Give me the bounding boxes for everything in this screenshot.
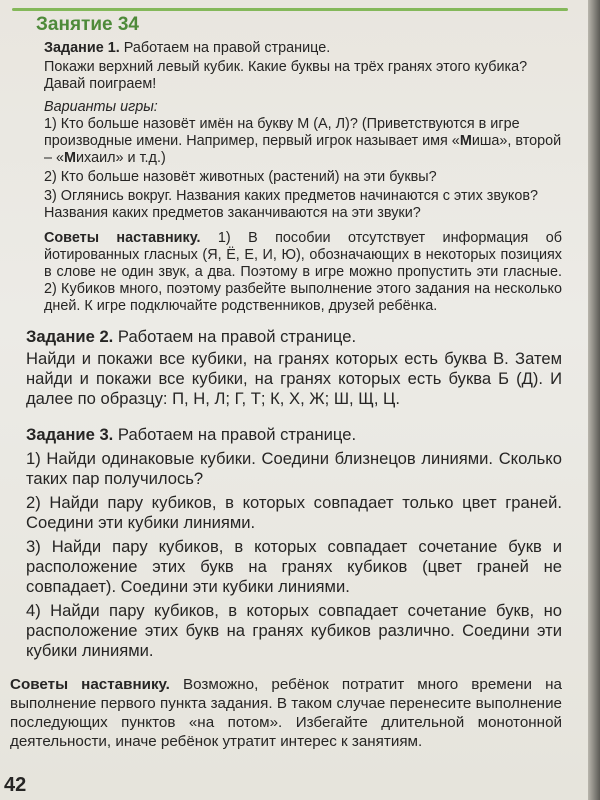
- lesson-title: Занятие 34: [36, 14, 139, 35]
- task3-item-2: 2) Найди пару кубиков, в которых совпадает только цвет граней. Соедини эти кубики линиями.: [26, 493, 562, 532]
- task3-advice-section: [10, 675, 562, 751]
- task1-advice: [44, 230, 562, 315]
- task3-item-3: 3) Найди пару кубиков, в которых совпадает сочетание букв и расположение этих букв на гранях кубиков (цвет граней не совпадает). Соедини эти кубики линиями.: [26, 537, 562, 596]
- page-number: 42: [4, 774, 27, 796]
- task3-section: [26, 425, 562, 661]
- task1-text: Покажи верхний левый кубик. Какие буквы на трёх гранях этого кубика? Давай поиграем!: [44, 59, 528, 92]
- variants-title: Варианты игры:: [44, 99, 158, 115]
- task1-advice-title: Советы наставнику.: [44, 230, 201, 246]
- task1-advice-text: 1) В пособии отсутствует информация об йотированных гласных (Я, Ё, Е, И, Ю), обозначающих в некоторых позициях в слове не один звук, а два. Поэтому в игре можно пропустить эти гласные. 2) Кубиков много, поэтому разбейте выполнение этого задания на несколько дней. К игре подключайте родственников, друзей ребёнка.: [44, 230, 562, 314]
- task1-section: [44, 40, 562, 315]
- task3-advice-title: Советы наставнику.: [10, 676, 170, 693]
- name-letter-2: М: [64, 150, 77, 166]
- task2-heading-rest: Работаем на правой странице.: [117, 327, 357, 346]
- task2-heading: Задание 2.: [26, 327, 114, 346]
- variant-1: 1) Кто больше назовёт имён на букву М (А, Л)? (Приветствуются в игре производные имени. Например, первый игрок называет имя «Миша», второй – «Михаил» и т.д.): [44, 116, 562, 166]
- name-letter-1: М: [459, 133, 472, 149]
- top-accent-line: [12, 8, 568, 11]
- task2-text: Найди и покажи все кубики, на гранях которых есть буква В. Затем найди и покажи все кубики, на гранях которых есть буква Б (Д). И далее по образцу: П, Н, Л; Г, Т; К, Х, Ж; Ш, Щ, Ц.: [26, 349, 562, 408]
- task3-heading: Задание 3.: [26, 425, 114, 444]
- task3-item-4: 4) Найди пару кубиков, в которых совпадает сочетание букв, но расположение этих букв на гранях кубиков различно. Соедини эти кубики линиями.: [26, 601, 562, 660]
- task3-item-1: 1) Найди одинаковые кубики. Соедини близнецов линиями. Сколько таких пар получилось?: [26, 449, 562, 488]
- variant-2: 2) Кто больше назовёт животных (растений) на эти буквы?: [44, 169, 437, 185]
- task3-heading-rest: Работаем на правой странице.: [117, 425, 357, 444]
- task3-advice-text: Возможно, ребёнок потратит много времени на выполнение первого пункта задания. В таком случае перенесите выполнение последующих пунктов «на потом». Избегайте длительной монотонной деятельности, иначе ребёнок утратит интерес к занятиям.: [10, 676, 562, 750]
- task1-heading-line: [44, 40, 562, 57]
- task3-advice: [10, 675, 562, 751]
- task3-heading-line: [26, 425, 562, 445]
- page-content: [10, 14, 562, 751]
- task1-heading: Задание 1.: [44, 40, 120, 56]
- task2-section: [26, 327, 562, 409]
- page-edge-shadow: [588, 0, 600, 800]
- task2-heading-line: [26, 327, 562, 347]
- variant-3: 3) Оглянись вокруг. Названия каких предметов начинаются с этих звуков? Названия каких предметов заканчиваются на эти звуки?: [44, 188, 538, 221]
- task1-heading-rest: Работаем на правой странице.: [123, 40, 331, 56]
